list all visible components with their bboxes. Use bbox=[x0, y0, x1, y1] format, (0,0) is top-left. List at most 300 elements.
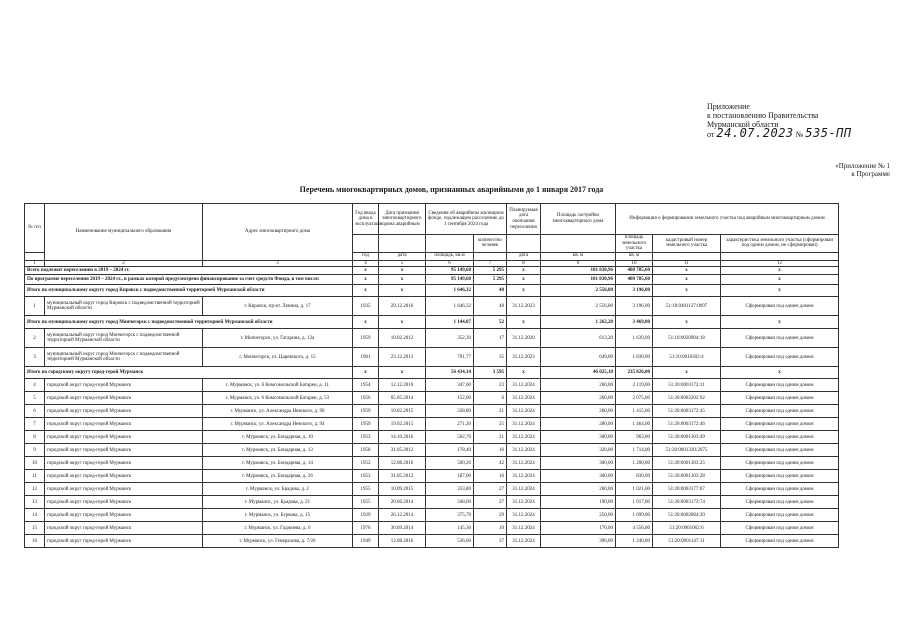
row-municipality: городской округ город-герой Мурманск bbox=[45, 522, 203, 535]
row-plan-date: 31.12.2024 bbox=[507, 522, 541, 535]
row-land-area: 4 556,00 bbox=[616, 522, 653, 535]
row-residents: 16 bbox=[474, 444, 507, 457]
row-date: 29.12.2016 bbox=[379, 297, 426, 316]
col-num-9: 9 bbox=[541, 260, 616, 267]
group-subtotal-c10: 235 826,00 bbox=[616, 367, 653, 379]
row-address: г. Мончегорск, ул. Царевского, д. 15 bbox=[203, 348, 353, 367]
appendix-number: 535-ПП bbox=[805, 126, 852, 140]
row-residents: 27 bbox=[474, 483, 507, 496]
row-plan-date: 31.12.2020 bbox=[507, 329, 541, 348]
row-year: 1976 bbox=[353, 522, 379, 535]
row-year: 1952 bbox=[353, 457, 379, 470]
table-row bbox=[25, 405, 839, 418]
row-floor-area: 170,00 bbox=[541, 522, 616, 535]
row-land-area: 2 075,00 bbox=[616, 392, 653, 405]
row-number: 16 bbox=[25, 535, 45, 548]
row-municipality: городской округ город-герой Мурманск bbox=[45, 509, 203, 522]
row-cadastral: 51:20:0001062:6 bbox=[653, 522, 721, 535]
row-land-area: 1 714,00 bbox=[616, 444, 653, 457]
row-address: г. Мурманск, ул. Александра Невского, д. 90 bbox=[203, 405, 353, 418]
row-municipality: городской округ город-герой Мурманск bbox=[45, 535, 203, 548]
row-municipality: муниципальный округ город Кировск с подведомственной территорией Мурманской области bbox=[45, 297, 203, 316]
row-land-area: 1 830,00 bbox=[616, 348, 653, 367]
row-plan-date: 31.12.2024 bbox=[507, 431, 541, 444]
row-date: 26.12.2014 bbox=[379, 509, 426, 522]
header-land-char: характеристика земельного участка (сформирован под одним домом, не сформирован) bbox=[721, 235, 839, 253]
row-address: г. Мурманск, ул. 6 Комсомольской Батареи, д. 53 bbox=[203, 392, 353, 405]
row-year: 1959 bbox=[353, 405, 379, 418]
appendix-date-line bbox=[707, 126, 897, 140]
row-land-area: 1 464,00 bbox=[616, 418, 653, 431]
table-row bbox=[25, 470, 839, 483]
row-land-area: 830,00 bbox=[616, 470, 653, 483]
row-number: 13 bbox=[25, 496, 45, 509]
row-land-area: 1 017,00 bbox=[616, 496, 653, 509]
table-row bbox=[25, 379, 839, 392]
program-total-c6: 95 149,68 bbox=[426, 275, 474, 285]
row-year: 1955 bbox=[353, 483, 379, 496]
row-address: г. Мурманск, ул. Бондарная, д. 10 bbox=[203, 431, 353, 444]
group-subtotal-c9: 2 556,80 bbox=[541, 285, 616, 297]
row-land-area: 1 699,00 bbox=[616, 509, 653, 522]
row-date: 14.10.2016 bbox=[379, 431, 426, 444]
group-subtotal-c12: x bbox=[721, 285, 839, 297]
row-area: 333,80 bbox=[426, 483, 474, 496]
row-land-area: 1 639,00 bbox=[616, 329, 653, 348]
group-subtotal-c4: x bbox=[353, 316, 379, 329]
row-number: 5 bbox=[25, 392, 45, 405]
group-subtotal-c7: 48 bbox=[474, 285, 507, 297]
table-row bbox=[25, 483, 839, 496]
row-municipality: городской округ город-герой Мурманск bbox=[45, 444, 203, 457]
table-row bbox=[25, 431, 839, 444]
row-cadastral: 51:20:0003202:92 bbox=[653, 392, 721, 405]
col-num-7: 7 bbox=[474, 260, 507, 267]
row-number: 15 bbox=[25, 522, 45, 535]
appendix-no: № bbox=[795, 130, 804, 139]
col-num-2: 2 bbox=[45, 260, 203, 267]
col-num-5: 5 bbox=[379, 260, 426, 267]
document-title: Перечень многоквартирных домов, признанных аварийными до 1 января 2017 года bbox=[299, 185, 604, 194]
row-municipality: городской округ город-герой Мурманск bbox=[45, 418, 203, 431]
total-c12: x bbox=[721, 267, 839, 275]
row-area: 502,70 bbox=[426, 431, 474, 444]
col-num-11: 11 bbox=[653, 260, 721, 267]
program-total-c4: x bbox=[353, 275, 379, 285]
row-residents: 6 bbox=[474, 392, 507, 405]
group-subtotal-label: Итого по городскому округу город-герой Мурманск bbox=[25, 367, 353, 379]
row-date: 30.09.2014 bbox=[379, 522, 426, 535]
col-num-3: 3 bbox=[203, 260, 353, 267]
row-area: 271,20 bbox=[426, 418, 474, 431]
col-num-12: 12 bbox=[721, 260, 839, 267]
row-floor-area: 320,00 bbox=[541, 444, 616, 457]
row-residents: 37 bbox=[474, 535, 507, 548]
total-c10: 400 785,60 bbox=[616, 267, 653, 275]
row-plan-date: 31.12.2024 bbox=[507, 418, 541, 431]
row-address: г. Мурманск, ул. Буркова, д. 15 bbox=[203, 509, 353, 522]
total-c6: 95 149,68 bbox=[426, 267, 474, 275]
row-land-area: 1 240,00 bbox=[616, 535, 653, 548]
total-c8: x bbox=[507, 267, 541, 275]
group-subtotal-label: Итого по муниципальному округу город Кировск с подведомственной территорией Мурманской области bbox=[25, 285, 353, 297]
row-date: 31.05.2012 bbox=[379, 470, 426, 483]
row-land-char: Сформирован под одним домом bbox=[721, 392, 839, 405]
row-municipality: городской округ город-герой Мурманск bbox=[45, 379, 203, 392]
row-year: 1935 bbox=[353, 297, 379, 316]
row-cadastral: 51:20:0003172:11 bbox=[653, 379, 721, 392]
row-address: г. Мурманск, ул. Гаджиева, д. 6 bbox=[203, 522, 353, 535]
row-date: 10.02.2012 bbox=[379, 329, 426, 348]
row-municipality: городской округ город-герой Мурманск bbox=[45, 483, 203, 496]
header-floor-area: Площадь застройки многоквартирного дома bbox=[541, 204, 616, 235]
header-land-area: площадь земельного участка bbox=[616, 235, 653, 253]
total-c9: 101 830,96 bbox=[541, 267, 616, 275]
row-land-area: 3 196,00 bbox=[616, 297, 653, 316]
group-subtotal-c8: x bbox=[507, 285, 541, 297]
row-address: г. Мурманск, ул. Брадова, д. 21 bbox=[203, 496, 353, 509]
total-c4: x bbox=[353, 267, 379, 275]
row-plan-date: 31.12.2023 bbox=[507, 348, 541, 367]
row-cadastral: 51:20:0002084:20 bbox=[653, 509, 721, 522]
row-floor-area: 260,00 bbox=[541, 379, 616, 392]
col-num-8: 8 bbox=[507, 260, 541, 267]
row-year: 1955 bbox=[353, 496, 379, 509]
row-floor-area: 2 556,80 bbox=[541, 297, 616, 316]
header-address: Адрес многоквартирного дома bbox=[203, 204, 353, 261]
row-number: 2 bbox=[25, 329, 45, 348]
row-municipality: городской округ город-герой Мурманск bbox=[45, 405, 203, 418]
total-label: Всего подлежит переселению в 2019 – 2024 гг. bbox=[25, 267, 353, 275]
group-subtotal-c8: x bbox=[507, 316, 541, 329]
row-land-char: Сформирован под одним домом bbox=[721, 297, 839, 316]
row-address: г. Мурманск, ул. Брадова, д. 2 bbox=[203, 483, 353, 496]
row-cadastral: 51:18:0401127:0097 bbox=[653, 297, 721, 316]
row-floor-area: 613,20 bbox=[541, 329, 616, 348]
row-floor-area: 260,00 bbox=[541, 405, 616, 418]
unit-area: площадь, кв.м bbox=[426, 252, 474, 260]
appendix-date: 24.07.2023 bbox=[716, 126, 794, 140]
row-year: 1954 bbox=[353, 379, 379, 392]
row-residents: 25 bbox=[474, 418, 507, 431]
row-address: г. Мурманск, ул. Бондарная, д. 14 bbox=[203, 457, 353, 470]
row-land-area: 1 021,00 bbox=[616, 483, 653, 496]
row-area: 1 646,32 bbox=[426, 297, 474, 316]
row-number: 9 bbox=[25, 444, 45, 457]
row-residents: 35 bbox=[474, 348, 507, 367]
unit-year: год bbox=[353, 252, 379, 260]
row-land-area: 2 119,00 bbox=[616, 379, 653, 392]
row-cadastral: 51:20:0001303:49 bbox=[653, 431, 721, 444]
row-residents: 10 bbox=[474, 522, 507, 535]
row-area: 152,00 bbox=[426, 392, 474, 405]
total-c11: x bbox=[653, 267, 721, 275]
program-ref-line-2: к Программе bbox=[851, 170, 890, 178]
row-address: г. Мурманск, ул. Александра Невского, д. 94 bbox=[203, 418, 353, 431]
row-date: 12.12.2016 bbox=[379, 379, 426, 392]
appendix-line-2: к постановлению Правительства bbox=[707, 111, 819, 120]
row-residents: 16 bbox=[474, 470, 507, 483]
program-ref-line-1: «Приложение № 1 bbox=[835, 162, 890, 170]
appendix-ot: от bbox=[707, 130, 715, 139]
row-land-char: Сформирован под одним домом bbox=[721, 470, 839, 483]
row-year: 1959 bbox=[353, 418, 379, 431]
row-year: 1949 bbox=[353, 535, 379, 548]
row-land-area: 1 415,00 bbox=[616, 405, 653, 418]
row-number: 4 bbox=[25, 379, 45, 392]
row-plan-date: 31.12.2024 bbox=[507, 379, 541, 392]
row-residents: 48 bbox=[474, 297, 507, 316]
table-row bbox=[25, 457, 839, 470]
header-resettlement: Планируемая дата окончания переселения bbox=[507, 204, 541, 235]
row-year: 1929 bbox=[353, 509, 379, 522]
table-row bbox=[25, 392, 839, 405]
group-subtotal-c12: x bbox=[721, 316, 839, 329]
row-municipality: городской округ город-герой Мурманск bbox=[45, 392, 203, 405]
row-year: 1958 bbox=[353, 444, 379, 457]
appendix-block bbox=[707, 102, 897, 139]
program-total-c9: 101 830,96 bbox=[541, 275, 616, 285]
total-c5: x bbox=[379, 267, 426, 275]
program-total-c8: x bbox=[507, 275, 541, 285]
table-row bbox=[25, 496, 839, 509]
col-num-10: 10 bbox=[616, 260, 653, 267]
row-year: 1953 bbox=[353, 431, 379, 444]
row-floor-area: 260,00 bbox=[541, 392, 616, 405]
total-row bbox=[25, 267, 839, 275]
row-municipality: городской округ город-герой Мурманск bbox=[45, 457, 203, 470]
table-row bbox=[25, 329, 839, 348]
group-subtotal-c5: x bbox=[379, 367, 426, 379]
row-plan-date: 31.12.2024 bbox=[507, 496, 541, 509]
row-number: 8 bbox=[25, 431, 45, 444]
unit-date: дата bbox=[379, 252, 426, 260]
groups-body bbox=[25, 285, 839, 548]
group-subtotal-c6: 1 646,32 bbox=[426, 285, 474, 297]
row-area: 348,60 bbox=[426, 496, 474, 509]
row-area: 352,30 bbox=[426, 329, 474, 348]
row-residents: 23 bbox=[474, 379, 507, 392]
row-year: 1959 bbox=[353, 329, 379, 348]
row-plan-date: 31.12.2023 bbox=[507, 297, 541, 316]
row-floor-area: 396,00 bbox=[541, 535, 616, 548]
program-total-c12: x bbox=[721, 275, 839, 285]
table-row bbox=[25, 535, 839, 548]
row-cadastral: 51:10:0020904:18 bbox=[653, 329, 721, 348]
row-area: 536,60 bbox=[426, 535, 474, 548]
group-subtotal-c5: x bbox=[379, 316, 426, 329]
row-municipality: муниципальный округ город Мончегорск с подведомственной территорией Мурманской области bbox=[45, 348, 203, 367]
group-subtotal-c12: x bbox=[721, 367, 839, 379]
row-date: 05.05.2014 bbox=[379, 392, 426, 405]
row-address: г. Мурманск, ул. Бондарная, д. 13 bbox=[203, 444, 353, 457]
header-residents: количество человек bbox=[474, 235, 507, 253]
row-land-area: 963,00 bbox=[616, 431, 653, 444]
group-subtotal-c10: 3 469,00 bbox=[616, 316, 653, 329]
row-number: 7 bbox=[25, 418, 45, 431]
row-plan-date: 31.12.2024 bbox=[507, 470, 541, 483]
table-row bbox=[25, 297, 839, 316]
row-plan-date: 31.12.2024 bbox=[507, 457, 541, 470]
row-address: г. Мурманск, ул. Генералова, д. 7/26 bbox=[203, 535, 353, 548]
row-floor-area: 260,00 bbox=[541, 483, 616, 496]
row-land-char: Сформирован под одним домом bbox=[721, 379, 839, 392]
header-cadastral: кадастровый номер земельного участка bbox=[653, 235, 721, 253]
row-cadastral: 51:20:0001147:11 bbox=[653, 535, 721, 548]
group-subtotal-c11: x bbox=[653, 285, 721, 297]
header-info-group: Сведения об аварийном жилищном фонде, подлежащем расселению до 1 сентября 2024 года bbox=[426, 204, 507, 235]
row-date: 31.05.2012 bbox=[379, 444, 426, 457]
row-cadastral: 51:20:0001303:25 bbox=[653, 457, 721, 470]
group-subtotal-c11: x bbox=[653, 367, 721, 379]
row-plan-date: 31.12.2024 bbox=[507, 535, 541, 548]
row-cadastral: 51:20:0001303:28 bbox=[653, 470, 721, 483]
group-subtotal-c4: x bbox=[353, 285, 379, 297]
row-land-char: Сформирован под одним домом bbox=[721, 431, 839, 444]
group-subtotal-c6: 56 434,14 bbox=[426, 367, 474, 379]
table-row bbox=[25, 509, 839, 522]
appendix-line-1: Приложение bbox=[707, 102, 750, 111]
row-area: 145,30 bbox=[426, 522, 474, 535]
group-subtotal-label: Итого по муниципальному округу город Мончегорск с подведомственной территорией Мурманской области bbox=[25, 316, 353, 329]
table-row bbox=[25, 418, 839, 431]
row-date: 20.06.2014 bbox=[379, 496, 426, 509]
col-num-1: 1 bbox=[25, 260, 45, 267]
header-date-emergency: Дата признания многоквартирного дома аварийным bbox=[379, 204, 426, 235]
row-municipality: городской округ город-герой Мурманск bbox=[45, 470, 203, 483]
row-plan-date: 31.12.2024 bbox=[507, 444, 541, 457]
row-plan-date: 31.12.2024 bbox=[507, 509, 541, 522]
row-residents: 29 bbox=[474, 509, 507, 522]
row-residents: 21 bbox=[474, 405, 507, 418]
row-year: 1961 bbox=[353, 348, 379, 367]
row-year: 1953 bbox=[353, 470, 379, 483]
program-total-row bbox=[25, 275, 839, 285]
program-total-label: По программе переселения 2019 – 2024 гг., в рамках которой предусмотрено финансирование за счет средств Фонда, в том числе: bbox=[25, 275, 353, 285]
header-municipality: Наименование муниципального образования bbox=[45, 204, 203, 261]
table-row bbox=[25, 444, 839, 457]
total-c7: 5 295 bbox=[474, 267, 507, 275]
row-number: 12 bbox=[25, 483, 45, 496]
emergency-housing-table bbox=[24, 203, 839, 548]
row-area: 328,80 bbox=[426, 405, 474, 418]
row-floor-area: 649,00 bbox=[541, 348, 616, 367]
program-total-c11: x bbox=[653, 275, 721, 285]
row-floor-area: 300,00 bbox=[541, 457, 616, 470]
group-subtotal-row bbox=[25, 316, 839, 329]
row-floor-area: 190,00 bbox=[541, 496, 616, 509]
row-area: 375,70 bbox=[426, 509, 474, 522]
group-subtotal-c7: 3 595 bbox=[474, 367, 507, 379]
row-plan-date: 31.12.2024 bbox=[507, 392, 541, 405]
row-floor-area: 250,00 bbox=[541, 509, 616, 522]
row-residents: 21 bbox=[474, 431, 507, 444]
row-cadastral: 51:10:0010302:4 bbox=[653, 348, 721, 367]
row-number: 1 bbox=[25, 297, 45, 316]
group-subtotal-c9: 46 025,10 bbox=[541, 367, 616, 379]
row-number: 11 bbox=[25, 470, 45, 483]
row-number: 6 bbox=[25, 405, 45, 418]
appendix-line-3: Мурманской области bbox=[707, 120, 779, 129]
row-address: г. Мурманск, ул. 6 Комсомольской Батареи, д. 11 bbox=[203, 379, 353, 392]
row-cadastral: 51:20:0003172:45 bbox=[653, 405, 721, 418]
table-row bbox=[25, 522, 839, 535]
row-land-area: 1 200,00 bbox=[616, 457, 653, 470]
group-subtotal-row bbox=[25, 367, 839, 379]
row-address: г. Мурманск, ул. Бондарная, д. 26 bbox=[203, 470, 353, 483]
row-area: 347,60 bbox=[426, 379, 474, 392]
row-plan-date: 31.12.2024 bbox=[507, 483, 541, 496]
group-subtotal-c7: 52 bbox=[474, 316, 507, 329]
col-num-6: 6 bbox=[426, 260, 474, 267]
row-land-char: Сформирован под одним домом bbox=[721, 522, 839, 535]
header-land-group: Информация о формировании земельного участка под аварийным многоквартирным домом bbox=[616, 204, 839, 235]
row-plan-date: 31.12.2024 bbox=[507, 405, 541, 418]
group-subtotal-c6: 1 144,07 bbox=[426, 316, 474, 329]
row-municipality: городской округ город-герой Мурманск bbox=[45, 496, 203, 509]
row-cadastral: 51:20:0003177:07 bbox=[653, 483, 721, 496]
row-number: 14 bbox=[25, 509, 45, 522]
row-date: 23.12.2013 bbox=[379, 348, 426, 367]
row-land-char: Сформирован под одним домом bbox=[721, 418, 839, 431]
row-land-char: Сформирован под одним домом bbox=[721, 329, 839, 348]
row-cadastral: 51:20:0003172:46 bbox=[653, 418, 721, 431]
row-floor-area: 300,00 bbox=[541, 431, 616, 444]
row-land-char: Сформирован под одним домом bbox=[721, 535, 839, 548]
row-land-char: Сформирован под одним домом bbox=[721, 348, 839, 367]
row-land-char: Сформирован под одним домом bbox=[721, 405, 839, 418]
row-cadastral: 51:20:0003173:74 bbox=[653, 496, 721, 509]
row-municipality: муниципальный округ город Мончегорск с подведомственной территорией Мурманской области bbox=[45, 329, 203, 348]
group-subtotal-c11: x bbox=[653, 316, 721, 329]
group-subtotal-c4: x bbox=[353, 367, 379, 379]
row-number: 10 bbox=[25, 457, 45, 470]
program-total-c10: 400 785,60 bbox=[616, 275, 653, 285]
row-date: 10.02.2015 bbox=[379, 405, 426, 418]
row-municipality: городской округ город-герой Мурманск bbox=[45, 431, 203, 444]
row-cadastral: 51:20:0001320:2075 bbox=[653, 444, 721, 457]
row-address: г. Кировск, пр-кт. Ленина, д. 17 bbox=[203, 297, 353, 316]
row-area: 500,20 bbox=[426, 457, 474, 470]
header-num: № п/п bbox=[25, 204, 45, 253]
row-date: 12.08.2016 bbox=[379, 457, 426, 470]
row-area: 791,77 bbox=[426, 348, 474, 367]
table-row bbox=[25, 348, 839, 367]
row-floor-area: 280,00 bbox=[541, 418, 616, 431]
row-number: 3 bbox=[25, 348, 45, 367]
row-date: 12.08.2016 bbox=[379, 535, 426, 548]
program-total-c5: x bbox=[379, 275, 426, 285]
row-date: 19.02.2015 bbox=[379, 418, 426, 431]
unit-sqm-2: кв. м bbox=[616, 252, 653, 260]
program-reference bbox=[750, 162, 890, 178]
row-floor-area: 300,00 bbox=[541, 470, 616, 483]
group-subtotal-c9: 1 262,20 bbox=[541, 316, 616, 329]
row-land-char: Сформирован под одним домом bbox=[721, 509, 839, 522]
header-year-commission: Год ввода дома в эксплуатацию bbox=[353, 204, 379, 235]
row-date: 10.09.2015 bbox=[379, 483, 426, 496]
group-subtotal-c5: x bbox=[379, 285, 426, 297]
col-num-4: 4 bbox=[353, 260, 379, 267]
row-year: 1956 bbox=[353, 392, 379, 405]
group-subtotal-c8: x bbox=[507, 367, 541, 379]
unit-date-2: дата bbox=[507, 252, 541, 260]
row-residents: 17 bbox=[474, 329, 507, 348]
row-address: г. Мончегорск, ул. Гагарина, д. 12а bbox=[203, 329, 353, 348]
row-area: 187,00 bbox=[426, 470, 474, 483]
program-total-c7: 5 295 bbox=[474, 275, 507, 285]
row-land-char: Сформирован под одним домом bbox=[721, 483, 839, 496]
